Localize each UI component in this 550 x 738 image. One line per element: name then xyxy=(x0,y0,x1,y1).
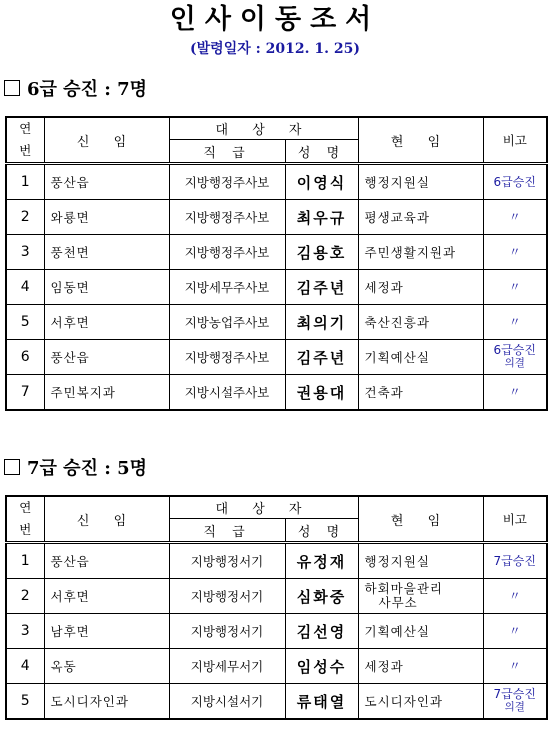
header-name: 성 명 xyxy=(285,140,358,164)
new-post-cell: 옥동 xyxy=(44,649,169,684)
grade-cell: 지방세무서기 xyxy=(169,649,285,684)
header-new-post: 신 임 xyxy=(44,117,169,164)
table-row xyxy=(6,579,547,614)
current-post-cell: 주민생활지원과 xyxy=(358,235,483,270)
name-cell: 이영식 xyxy=(285,164,358,200)
grade-cell: 지방행정서기 xyxy=(169,543,285,579)
section-heading-grade6 xyxy=(4,79,147,101)
table-row xyxy=(6,543,547,579)
page-title: 인사이동조서 xyxy=(169,4,381,35)
new-post-cell: 풍산읍 xyxy=(44,164,169,200)
new-post-cell: 풍산읍 xyxy=(44,340,169,375)
promotion-table-grade6 xyxy=(5,116,548,411)
remark-cell: 〃 xyxy=(483,579,547,614)
current-post-cell: 축산진흥과 xyxy=(358,305,483,340)
name-cell: 권용대 xyxy=(285,375,358,411)
table-row xyxy=(6,200,547,235)
row-number: 4 xyxy=(6,649,44,684)
header-grade: 직 급 xyxy=(169,140,285,164)
current-post-cell: 평생교육과 xyxy=(358,200,483,235)
header-target: 대 상 자 xyxy=(169,117,358,140)
row-number: 3 xyxy=(6,614,44,649)
remark-cell: 〃 xyxy=(483,200,547,235)
header-grade: 직 급 xyxy=(169,519,285,543)
grade-cell: 지방행정주사보 xyxy=(169,164,285,200)
new-post-cell: 와룡면 xyxy=(44,200,169,235)
table-row xyxy=(6,614,547,649)
table-row xyxy=(6,340,547,375)
remark-cell: 6급승진 의결 xyxy=(483,340,547,375)
row-number: 2 xyxy=(6,200,44,235)
row-number: 5 xyxy=(6,305,44,340)
header-no: 연 번 xyxy=(6,496,44,543)
section-heading-text: 7급 승진 : 5명 xyxy=(27,458,148,479)
header-current-post: 현 임 xyxy=(358,117,483,164)
grade-cell: 지방행정주사보 xyxy=(169,235,285,270)
remark-cell: 〃 xyxy=(483,235,547,270)
remark-cell: 6급승진 xyxy=(483,164,547,200)
table-row xyxy=(6,375,547,411)
new-post-cell: 서후면 xyxy=(44,305,169,340)
row-number: 2 xyxy=(6,579,44,614)
remark-cell: 〃 xyxy=(483,375,547,411)
new-post-cell: 남후면 xyxy=(44,614,169,649)
row-number: 4 xyxy=(6,270,44,305)
name-cell: 심화중 xyxy=(285,579,358,614)
current-post-cell: 기획예산실 xyxy=(358,614,483,649)
new-post-cell: 서후면 xyxy=(44,579,169,614)
new-post-cell: 주민복지과 xyxy=(44,375,169,411)
current-post-cell: 행정지원실 xyxy=(358,543,483,579)
section-heading-text: 6급 승진 : 7명 xyxy=(27,79,148,100)
name-cell: 김주년 xyxy=(285,340,358,375)
grade-cell: 지방세무주사보 xyxy=(169,270,285,305)
checkbox-square-icon xyxy=(4,459,20,475)
table-row xyxy=(6,235,547,270)
appointment-date: (발령일자 : 2012. 1. 25) xyxy=(190,41,360,57)
grade-cell: 지방행정주사보 xyxy=(169,200,285,235)
name-cell: 임성수 xyxy=(285,649,358,684)
header-name: 성 명 xyxy=(285,519,358,543)
header-current-post: 현 임 xyxy=(358,496,483,543)
remark-cell: 〃 xyxy=(483,614,547,649)
grade-cell: 지방행정주사보 xyxy=(169,340,285,375)
remark-cell: 〃 xyxy=(483,305,547,340)
table-row xyxy=(6,305,547,340)
header-target: 대 상 자 xyxy=(169,496,358,519)
grade-cell: 지방농업주사보 xyxy=(169,305,285,340)
row-number: 1 xyxy=(6,164,44,200)
row-number: 3 xyxy=(6,235,44,270)
name-cell: 유정재 xyxy=(285,543,358,579)
row-number: 7 xyxy=(6,375,44,411)
current-post-cell: 도시디자인과 xyxy=(358,684,483,720)
new-post-cell: 임동면 xyxy=(44,270,169,305)
grade-cell: 지방행정서기 xyxy=(169,579,285,614)
name-cell: 류태열 xyxy=(285,684,358,720)
remark-cell: 〃 xyxy=(483,649,547,684)
table-row xyxy=(6,649,547,684)
current-post-cell: 세정과 xyxy=(358,270,483,305)
name-cell: 최우규 xyxy=(285,200,358,235)
row-number: 1 xyxy=(6,543,44,579)
remark-cell: 〃 xyxy=(483,270,547,305)
header-remark: 비고 xyxy=(483,117,547,164)
new-post-cell: 도시디자인과 xyxy=(44,684,169,720)
remark-cell: 7급승진 xyxy=(483,543,547,579)
name-cell: 최의기 xyxy=(285,305,358,340)
name-cell: 김주년 xyxy=(285,270,358,305)
header-new-post: 신 임 xyxy=(44,496,169,543)
current-post-cell: 하회마을관리 사무소 xyxy=(358,579,483,614)
name-cell: 김선영 xyxy=(285,614,358,649)
grade-cell: 지방시설서기 xyxy=(169,684,285,720)
current-post-cell: 기획예산실 xyxy=(358,340,483,375)
header-remark: 비고 xyxy=(483,496,547,543)
promotion-table-grade7 xyxy=(5,495,548,720)
row-number: 6 xyxy=(6,340,44,375)
grade-cell: 지방시설주사보 xyxy=(169,375,285,411)
header-no: 연 번 xyxy=(6,117,44,164)
remark-cell: 7급승진 의결 xyxy=(483,684,547,720)
grade-cell: 지방행정서기 xyxy=(169,614,285,649)
name-cell: 김용호 xyxy=(285,235,358,270)
table-row xyxy=(6,270,547,305)
row-number: 5 xyxy=(6,684,44,720)
current-post-cell: 행정지원실 xyxy=(358,164,483,200)
new-post-cell: 풍천면 xyxy=(44,235,169,270)
table-row xyxy=(6,684,547,720)
current-post-cell: 세정과 xyxy=(358,649,483,684)
table-row xyxy=(6,164,547,200)
new-post-cell: 풍산읍 xyxy=(44,543,169,579)
checkbox-square-icon xyxy=(4,80,20,96)
current-post-cell: 건축과 xyxy=(358,375,483,411)
section-heading-grade7 xyxy=(4,458,147,480)
